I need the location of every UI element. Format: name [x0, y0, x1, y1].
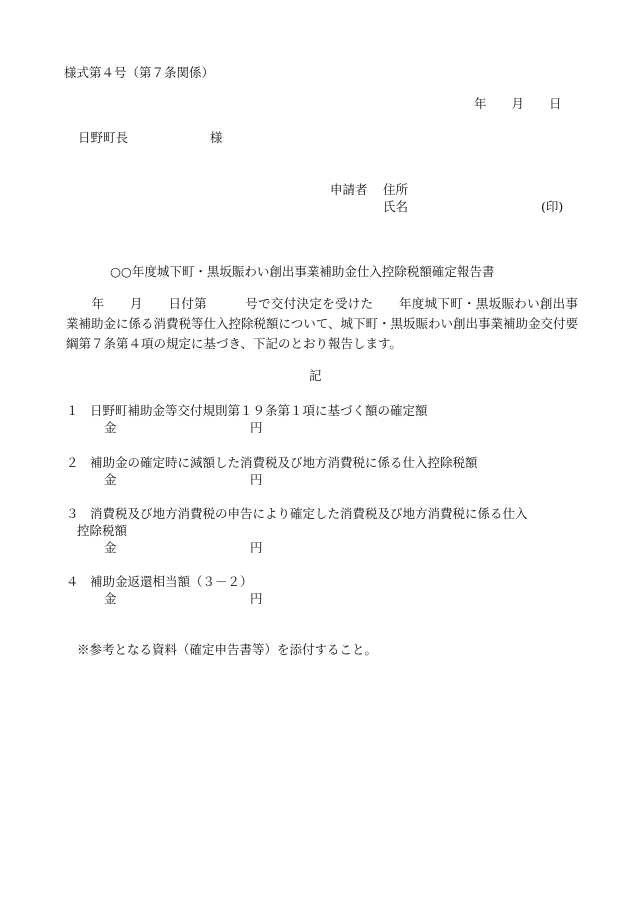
body-paragraph: 年 月 日付第 号で交付決定を受けた 年度城下町・黒坂賑わい創出事業補助金に係る消費税等仕入控除税額について、城下町・黒坂賑わい創出事業補助金交付要綱第７条第４項の規定に基づき、下記のとおり報告します。: [66, 296, 579, 351]
addressee: 日野町長: [78, 130, 129, 145]
applicant-label: 申請者: [330, 182, 368, 197]
yen-unit: 円: [250, 420, 263, 435]
ki-heading: 記: [309, 368, 322, 383]
item-number: ４: [66, 574, 79, 589]
item-number: ３: [66, 506, 79, 521]
item-number: ２: [66, 455, 79, 470]
date-line: 年 月 日: [474, 96, 562, 111]
amount-label: 金: [104, 472, 117, 487]
item-text: 補助金の確定時に減額した消費税及び地方消費税に係る仕入控除税額: [90, 455, 478, 470]
name-label: 氏名: [383, 199, 409, 214]
item-text: 消費税及び地方消費税の申告により確定した消費税及び地方消費税に係る仕入: [90, 506, 528, 521]
item-text: 補助金返還相当額（３－２）: [90, 574, 253, 589]
item-number: １: [66, 403, 79, 418]
item-text: 日野町補助金等交付規則第１９条第１項に基づく額の確定額: [90, 403, 428, 418]
attachment-note: ※参考となる資料（確定申告書等）を添付すること。: [77, 642, 378, 657]
item-text-continuation: 控除税額: [77, 523, 128, 538]
address-label: 住所: [383, 182, 409, 197]
document-title: ○○年度城下町・黒坂賑わい創出事業補助金仕入控除税額確定報告書: [110, 264, 495, 279]
amount-label: 金: [104, 420, 117, 435]
yen-unit: 円: [250, 591, 263, 606]
yen-unit: 円: [250, 540, 263, 555]
amount-label: 金: [104, 591, 117, 606]
honorific: 様: [210, 130, 223, 145]
seal-mark: (印): [541, 199, 564, 214]
yen-unit: 円: [250, 472, 263, 487]
amount-label: 金: [104, 540, 117, 555]
form-number: 様式第４号（第７条関係）: [64, 65, 215, 80]
